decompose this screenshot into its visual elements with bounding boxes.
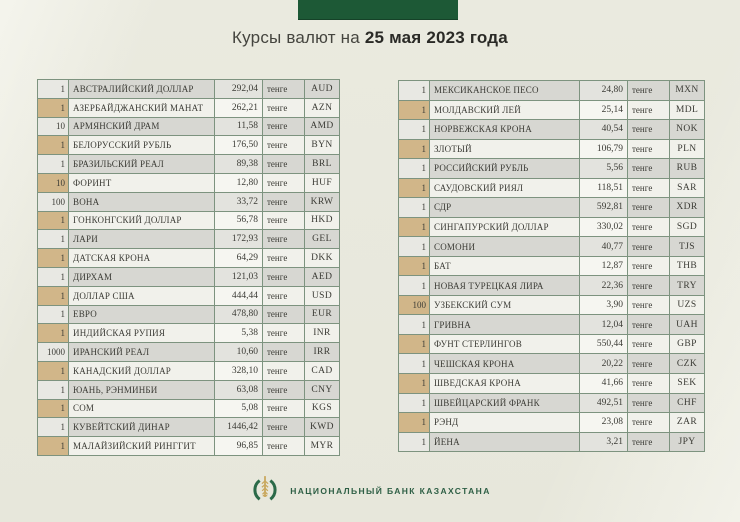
rate-value-cell: 89,38 bbox=[214, 155, 262, 173]
quantity-cell: 1 bbox=[399, 218, 429, 237]
rate-value-cell: 40,54 bbox=[579, 120, 627, 139]
quantity-cell: 1 bbox=[38, 287, 68, 305]
quantity-cell: 1 bbox=[399, 315, 429, 334]
currency-code-cell: KGS bbox=[304, 400, 339, 418]
rate-value-cell: 592,81 bbox=[579, 198, 627, 217]
unit-cell: тенге bbox=[262, 437, 304, 455]
rate-value-cell: 330,02 bbox=[579, 218, 627, 237]
currency-code-cell: SAR bbox=[669, 179, 704, 198]
table-row bbox=[399, 236, 704, 256]
currency-code-cell: HUF bbox=[304, 174, 339, 192]
unit-cell: тенге bbox=[262, 362, 304, 380]
quantity-cell: 1 bbox=[38, 362, 68, 380]
table-row bbox=[38, 98, 339, 117]
currency-name-cell: ДИРХАМ bbox=[68, 268, 214, 286]
currency-name-cell: СДР bbox=[429, 198, 579, 217]
quantity-cell: 1 bbox=[399, 120, 429, 139]
rate-value-cell: 444,44 bbox=[214, 287, 262, 305]
quantity-cell: 1 bbox=[399, 198, 429, 217]
quantity-cell: 1 bbox=[399, 276, 429, 295]
rate-value-cell: 12,80 bbox=[214, 174, 262, 192]
currency-code-cell: PLN bbox=[669, 140, 704, 159]
currency-name-cell: ГОНКОНГСКИЙ ДОЛЛАР bbox=[68, 212, 214, 230]
unit-cell: тенге bbox=[627, 374, 669, 393]
unit-cell: тенге bbox=[627, 296, 669, 315]
currency-name-cell: ШВЕЙЦАРСКИЙ ФРАНК bbox=[429, 394, 579, 413]
table-row bbox=[399, 373, 704, 393]
rate-value-cell: 3,90 bbox=[579, 296, 627, 315]
table-row bbox=[38, 117, 339, 136]
rate-value-cell: 172,93 bbox=[214, 230, 262, 248]
rate-value-cell: 23,08 bbox=[579, 413, 627, 432]
currency-code-cell: MDL bbox=[669, 101, 704, 120]
rate-value-cell: 63,08 bbox=[214, 381, 262, 399]
unit-cell: тенге bbox=[627, 140, 669, 159]
currency-code-cell: KRW bbox=[304, 193, 339, 211]
rates-table-left bbox=[37, 79, 340, 456]
unit-cell: тенге bbox=[262, 99, 304, 117]
table-row bbox=[399, 139, 704, 159]
currency-name-cell: СОМОНИ bbox=[429, 237, 579, 256]
currency-code-cell: XDR bbox=[669, 198, 704, 217]
unit-cell: тенге bbox=[627, 315, 669, 334]
currency-name-cell: ДАТСКАЯ КРОНА bbox=[68, 249, 214, 267]
rate-value-cell: 176,50 bbox=[214, 136, 262, 154]
table-row bbox=[38, 305, 339, 324]
rate-value-cell: 12,04 bbox=[579, 315, 627, 334]
currency-name-cell: ФУНТ СТЕРЛИНГОВ bbox=[429, 335, 579, 354]
currency-name-cell: РЭНД bbox=[429, 413, 579, 432]
table-row bbox=[399, 432, 704, 452]
quantity-cell: 1 bbox=[399, 394, 429, 413]
currency-code-cell: MYR bbox=[304, 437, 339, 455]
unit-cell: тенге bbox=[262, 343, 304, 361]
quantity-cell: 1 bbox=[399, 237, 429, 256]
currency-code-cell: INR bbox=[304, 324, 339, 342]
currency-name-cell: ЮАНЬ, РЭНМИНБИ bbox=[68, 381, 214, 399]
quantity-cell: 1 bbox=[38, 437, 68, 455]
table-row bbox=[38, 399, 339, 418]
rate-value-cell: 118,51 bbox=[579, 179, 627, 198]
currency-name-cell: ИРАНСКИЙ РЕАЛ bbox=[68, 343, 214, 361]
currency-name-cell: МЕКСИКАНСКОЕ ПЕСО bbox=[429, 81, 579, 100]
wheat-emblem-icon bbox=[249, 473, 281, 510]
quantity-cell: 10 bbox=[38, 174, 68, 192]
rate-value-cell: 262,21 bbox=[214, 99, 262, 117]
rate-value-cell: 121,03 bbox=[214, 268, 262, 286]
currency-name-cell: ИНДИЙСКАЯ РУПИЯ bbox=[68, 324, 214, 342]
quantity-cell: 1 bbox=[38, 418, 68, 436]
table-row bbox=[38, 248, 339, 267]
currency-name-cell: БЕЛОРУССКИЙ РУБЛЬ bbox=[68, 136, 214, 154]
quantity-cell: 1 bbox=[399, 81, 429, 100]
quantity-cell: 1 bbox=[399, 159, 429, 178]
currency-name-cell: НОРВЕЖСКАЯ КРОНА bbox=[429, 120, 579, 139]
quantity-cell: 1 bbox=[38, 212, 68, 230]
currency-code-cell: CZK bbox=[669, 354, 704, 373]
currency-code-cell: AUD bbox=[304, 80, 339, 98]
rate-value-cell: 41,66 bbox=[579, 374, 627, 393]
unit-cell: тенге bbox=[262, 80, 304, 98]
table-row bbox=[38, 286, 339, 305]
currency-name-cell: НОВАЯ ТУРЕЦКАЯ ЛИРА bbox=[429, 276, 579, 295]
table-row bbox=[399, 275, 704, 295]
currency-code-cell: EUR bbox=[304, 306, 339, 324]
unit-cell: тенге bbox=[627, 198, 669, 217]
unit-cell: тенге bbox=[262, 381, 304, 399]
currency-code-cell: IRR bbox=[304, 343, 339, 361]
currency-name-cell: ШВЕДСКАЯ КРОНА bbox=[429, 374, 579, 393]
table-row bbox=[38, 342, 339, 361]
top-green-bar bbox=[298, 0, 458, 20]
currency-code-cell: USD bbox=[304, 287, 339, 305]
currency-code-cell: SEK bbox=[669, 374, 704, 393]
currency-name-cell: ЙЕНА bbox=[429, 433, 579, 452]
currency-code-cell: UZS bbox=[669, 296, 704, 315]
rate-value-cell: 64,29 bbox=[214, 249, 262, 267]
quantity-cell: 1 bbox=[399, 374, 429, 393]
currency-name-cell: ГРИВНА bbox=[429, 315, 579, 334]
currency-name-cell: ДОЛЛАР США bbox=[68, 287, 214, 305]
quantity-cell: 100 bbox=[399, 296, 429, 315]
currency-code-cell: CNY bbox=[304, 381, 339, 399]
currency-name-cell: ЗЛОТЫЙ bbox=[429, 140, 579, 159]
table-row bbox=[399, 217, 704, 237]
unit-cell: тенге bbox=[627, 413, 669, 432]
currency-code-cell: KWD bbox=[304, 418, 339, 436]
currency-code-cell: JPY bbox=[669, 433, 704, 452]
currency-name-cell: ЧЕШСКАЯ КРОНА bbox=[429, 354, 579, 373]
currency-name-cell: МАЛАЙЗИЙСКИЙ РИНГГИТ bbox=[68, 437, 214, 455]
table-row bbox=[399, 100, 704, 120]
currency-name-cell: БРАЗИЛЬСКИЙ РЕАЛ bbox=[68, 155, 214, 173]
currency-name-cell: СИНГАПУРСКИЙ ДОЛЛАР bbox=[429, 218, 579, 237]
unit-cell: тенге bbox=[262, 287, 304, 305]
currency-code-cell: SGD bbox=[669, 218, 704, 237]
rate-value-cell: 492,51 bbox=[579, 394, 627, 413]
currency-name-cell: АРМЯНСКИЙ ДРАМ bbox=[68, 118, 214, 136]
rate-value-cell: 56,78 bbox=[214, 212, 262, 230]
quantity-cell: 1 bbox=[399, 433, 429, 452]
table-row bbox=[38, 267, 339, 286]
currency-name-cell: ЛАРИ bbox=[68, 230, 214, 248]
rate-value-cell: 292,04 bbox=[214, 80, 262, 98]
table-row bbox=[399, 353, 704, 373]
currency-name-cell: КУВЕЙТСКИЙ ДИНАР bbox=[68, 418, 214, 436]
rate-value-cell: 5,56 bbox=[579, 159, 627, 178]
unit-cell: тенге bbox=[627, 257, 669, 276]
quantity-cell: 1 bbox=[38, 80, 68, 98]
unit-cell: тенге bbox=[262, 174, 304, 192]
quantity-cell: 1 bbox=[38, 400, 68, 418]
currency-code-cell: ZAR bbox=[669, 413, 704, 432]
table-row bbox=[38, 154, 339, 173]
quantity-cell: 100 bbox=[38, 193, 68, 211]
currency-code-cell: TJS bbox=[669, 237, 704, 256]
unit-cell: тенге bbox=[262, 155, 304, 173]
table-row bbox=[399, 256, 704, 276]
rate-value-cell: 33,72 bbox=[214, 193, 262, 211]
unit-cell: тенге bbox=[262, 306, 304, 324]
unit-cell: тенге bbox=[262, 212, 304, 230]
currency-name-cell: САУДОВСКИЙ РИЯЛ bbox=[429, 179, 579, 198]
rate-value-cell: 11,58 bbox=[214, 118, 262, 136]
table-row bbox=[38, 173, 339, 192]
rate-value-cell: 5,08 bbox=[214, 400, 262, 418]
quantity-cell: 1 bbox=[399, 257, 429, 276]
table-row bbox=[399, 158, 704, 178]
rate-value-cell: 478,80 bbox=[214, 306, 262, 324]
currency-code-cell: AMD bbox=[304, 118, 339, 136]
currency-code-cell: AZN bbox=[304, 99, 339, 117]
currency-code-cell: NOK bbox=[669, 120, 704, 139]
currency-name-cell: АВСТРАЛИЙСКИЙ ДОЛЛАР bbox=[68, 80, 214, 98]
table-row bbox=[399, 197, 704, 217]
quantity-cell: 1 bbox=[399, 179, 429, 198]
currency-name-cell: МОЛДАВСКИЙ ЛЕЙ bbox=[429, 101, 579, 120]
quantity-cell: 1 bbox=[38, 268, 68, 286]
quantity-cell: 1 bbox=[38, 99, 68, 117]
table-row bbox=[399, 81, 704, 100]
rate-value-cell: 10,60 bbox=[214, 343, 262, 361]
unit-cell: тенге bbox=[262, 418, 304, 436]
unit-cell: тенге bbox=[627, 394, 669, 413]
currency-code-cell: UAH bbox=[669, 315, 704, 334]
currency-code-cell: CHF bbox=[669, 394, 704, 413]
quantity-cell: 1 bbox=[399, 101, 429, 120]
rate-value-cell: 5,38 bbox=[214, 324, 262, 342]
page-title bbox=[0, 28, 740, 48]
table-row bbox=[38, 135, 339, 154]
unit-cell: тенге bbox=[262, 193, 304, 211]
page-title-date: 25 мая 2023 года bbox=[364, 28, 508, 47]
table-row bbox=[38, 417, 339, 436]
unit-cell: тенге bbox=[262, 400, 304, 418]
unit-cell: тенге bbox=[627, 159, 669, 178]
footer bbox=[0, 471, 740, 511]
table-row bbox=[38, 211, 339, 230]
unit-cell: тенге bbox=[627, 433, 669, 452]
table-row bbox=[38, 436, 339, 455]
currency-name-cell: УЗБЕКСКИЙ СУМ bbox=[429, 296, 579, 315]
unit-cell: тенге bbox=[262, 136, 304, 154]
rates-table-right bbox=[398, 80, 705, 452]
table-row bbox=[38, 323, 339, 342]
currency-code-cell: AED bbox=[304, 268, 339, 286]
currency-code-cell: DKK bbox=[304, 249, 339, 267]
quantity-cell: 1 bbox=[38, 381, 68, 399]
unit-cell: тенге bbox=[262, 249, 304, 267]
rate-value-cell: 12,87 bbox=[579, 257, 627, 276]
quantity-cell: 1 bbox=[38, 136, 68, 154]
unit-cell: тенге bbox=[627, 120, 669, 139]
quantity-cell: 1 bbox=[399, 354, 429, 373]
rate-value-cell: 3,21 bbox=[579, 433, 627, 452]
unit-cell: тенге bbox=[627, 276, 669, 295]
currency-name-cell: ВОНА bbox=[68, 193, 214, 211]
quantity-cell: 1 bbox=[399, 140, 429, 159]
table-row bbox=[399, 178, 704, 198]
quantity-cell: 10 bbox=[38, 118, 68, 136]
rate-value-cell: 1446,42 bbox=[214, 418, 262, 436]
quantity-cell: 1000 bbox=[38, 343, 68, 361]
table-row bbox=[399, 412, 704, 432]
quantity-cell: 1 bbox=[38, 230, 68, 248]
table-row bbox=[38, 361, 339, 380]
currency-code-cell: GBP bbox=[669, 335, 704, 354]
currency-name-cell: ФОРИНТ bbox=[68, 174, 214, 192]
quantity-cell: 1 bbox=[38, 155, 68, 173]
table-row bbox=[399, 119, 704, 139]
unit-cell: тенге bbox=[627, 101, 669, 120]
unit-cell: тенге bbox=[262, 118, 304, 136]
bank-name-label: НАЦИОНАЛЬНЫЙ БАНК КАЗАХСТАНА bbox=[290, 486, 491, 496]
quantity-cell: 1 bbox=[38, 249, 68, 267]
table-row bbox=[38, 380, 339, 399]
rate-value-cell: 106,79 bbox=[579, 140, 627, 159]
quantity-cell: 1 bbox=[38, 306, 68, 324]
rate-value-cell: 328,10 bbox=[214, 362, 262, 380]
currency-name-cell: БАТ bbox=[429, 257, 579, 276]
page-title-prefix: Курсы валют на bbox=[232, 28, 360, 47]
rate-value-cell: 25,14 bbox=[579, 101, 627, 120]
currency-name-cell: АЗЕРБАЙДЖАНСКИЙ МАНАТ bbox=[68, 99, 214, 117]
unit-cell: тенге bbox=[262, 324, 304, 342]
currency-code-cell: GEL bbox=[304, 230, 339, 248]
quantity-cell: 1 bbox=[399, 413, 429, 432]
table-row bbox=[399, 334, 704, 354]
rate-value-cell: 20,22 bbox=[579, 354, 627, 373]
unit-cell: тенге bbox=[627, 354, 669, 373]
currency-code-cell: CAD bbox=[304, 362, 339, 380]
currency-name-cell: СОМ bbox=[68, 400, 214, 418]
rate-value-cell: 550,44 bbox=[579, 335, 627, 354]
table-row bbox=[399, 393, 704, 413]
table-row bbox=[38, 192, 339, 211]
currency-code-cell: THB bbox=[669, 257, 704, 276]
currency-code-cell: TRY bbox=[669, 276, 704, 295]
currency-code-cell: BRL bbox=[304, 155, 339, 173]
currency-code-cell: RUB bbox=[669, 159, 704, 178]
table-row bbox=[38, 80, 339, 98]
unit-cell: тенге bbox=[262, 268, 304, 286]
table-row bbox=[38, 229, 339, 248]
currency-code-cell: HKD bbox=[304, 212, 339, 230]
rate-value-cell: 96,85 bbox=[214, 437, 262, 455]
rate-value-cell: 22,36 bbox=[579, 276, 627, 295]
table-row bbox=[399, 314, 704, 334]
quantity-cell: 1 bbox=[399, 335, 429, 354]
currency-name-cell: ЕВРО bbox=[68, 306, 214, 324]
quantity-cell: 1 bbox=[38, 324, 68, 342]
unit-cell: тенге bbox=[627, 335, 669, 354]
currency-name-cell: КАНАДСКИЙ ДОЛЛАР bbox=[68, 362, 214, 380]
unit-cell: тенге bbox=[627, 81, 669, 100]
currency-code-cell: BYN bbox=[304, 136, 339, 154]
rate-value-cell: 24,80 bbox=[579, 81, 627, 100]
unit-cell: тенге bbox=[262, 230, 304, 248]
table-row bbox=[399, 295, 704, 315]
unit-cell: тенге bbox=[627, 179, 669, 198]
unit-cell: тенге bbox=[627, 237, 669, 256]
rate-value-cell: 40,77 bbox=[579, 237, 627, 256]
unit-cell: тенге bbox=[627, 218, 669, 237]
currency-code-cell: MXN bbox=[669, 81, 704, 100]
currency-name-cell: РОССИЙСКИЙ РУБЛЬ bbox=[429, 159, 579, 178]
